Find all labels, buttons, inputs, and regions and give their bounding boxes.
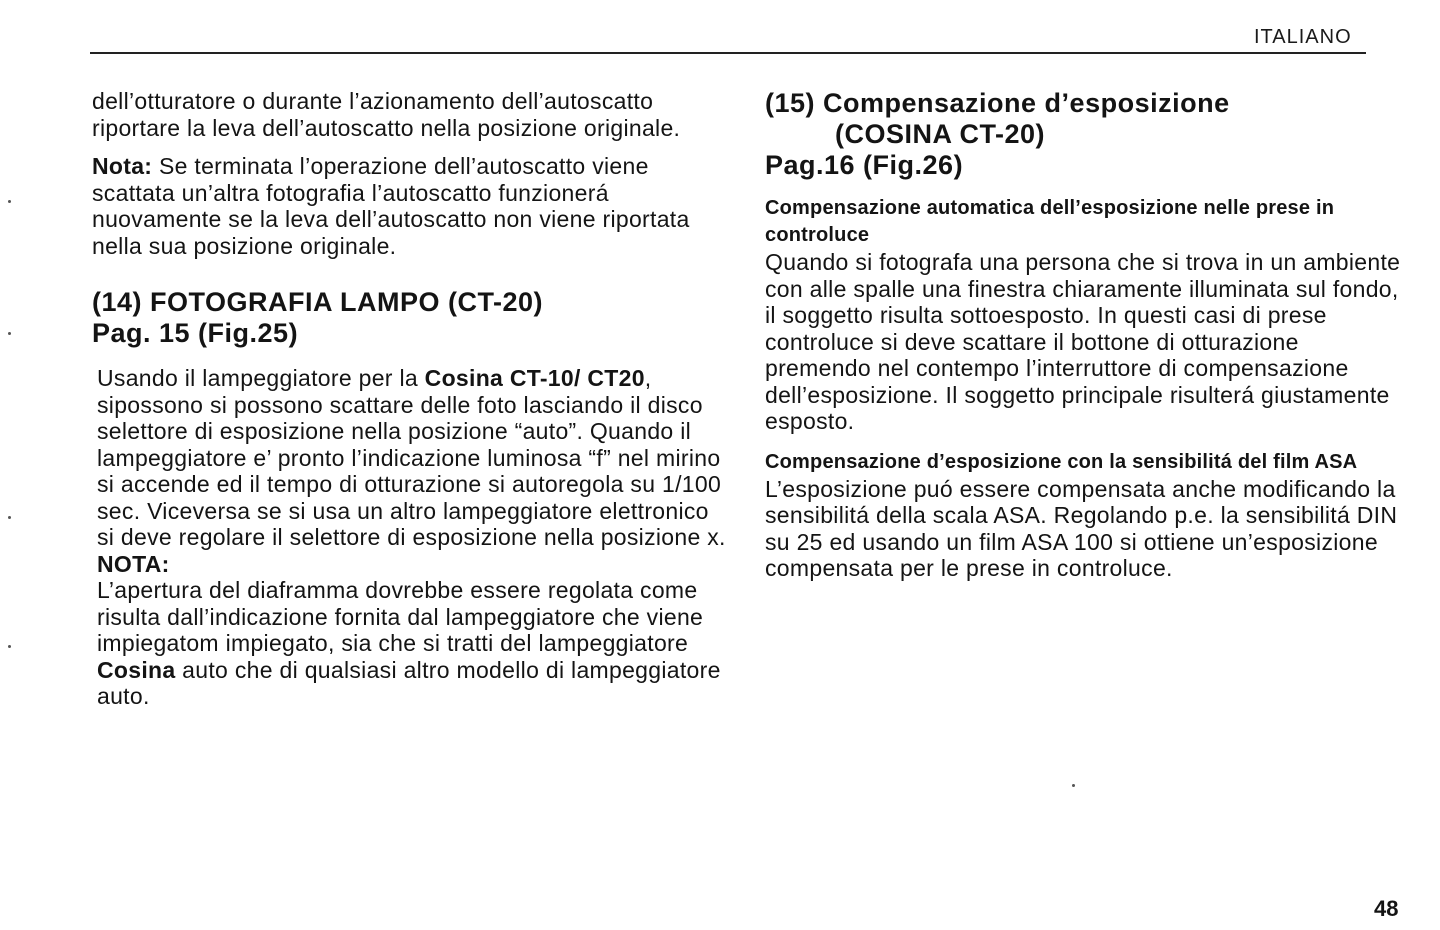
section-15-title-line2: (COSINA CT-20) bbox=[835, 119, 1046, 149]
header-language: ITALIANO bbox=[1254, 26, 1352, 48]
section-15-title-line1: (15) Compensazione d’esposizione bbox=[765, 88, 1230, 118]
page-number: 48 bbox=[1374, 896, 1399, 921]
left-column bbox=[92, 88, 732, 710]
nota-paragraph bbox=[97, 577, 732, 710]
section-15-title bbox=[765, 88, 1405, 150]
note-text: Se terminata l’operazione dell’autoscatto viene scattata un’altra fotografia l’autoscatto funzionerá nuovamente se la leva dell’autoscatto non viene riportata nella sua posizione originale. bbox=[92, 153, 690, 259]
scan-speck bbox=[8, 645, 11, 648]
scan-speck bbox=[8, 332, 11, 335]
section-14-paragraph bbox=[97, 365, 732, 551]
section-14-body bbox=[92, 365, 732, 710]
section-15-page-ref: Pag.16 (Fig.26) bbox=[765, 150, 964, 180]
section-14-text-b: , sipossono si possono scattare delle foto lasciando il disco selettore di esposizione nella posizione “auto”. Quando il lampeggiatore e’ pronto l’indicazione luminosa “f” nel mirino si accende ed il tempo di otturazione si autoregola su 1/100 sec. Viceversa se si usa un altro lampeggiatore elettronico si deve regolare il selettore di esposizione nella posizione x. bbox=[97, 365, 726, 550]
nota-text-a: L’apertura del diaframma dovrebbe essere regolata come risulta dall’indicazione fornita dal lampeggiatore che viene impiegatom impiegato, sia che si tratti del lampeggiatore bbox=[97, 577, 704, 656]
subsection-backlight-title: Compensazione automatica dell’esposizione nelle prese in controluce bbox=[765, 197, 1335, 246]
section-14-page-ref: Pag. 15 (Fig.25) bbox=[92, 318, 299, 348]
header-rule bbox=[90, 52, 1366, 54]
nota-label: NOTA: bbox=[97, 550, 170, 577]
section-15-heading bbox=[765, 88, 1405, 181]
subsection-backlight-text: Quando si fotografa una persona che si trova in un ambiente con alle spalle una finestra chiaramente illuminata sul fondo, il soggetto risulta sottoesposto. In questi casi di prese controluce si deve scattare il bottone di otturazione premendo nel contempo l’interruttore di compensazione dell’esposizione. Il soggetto principale risulterá giustamente esposto. bbox=[765, 249, 1401, 434]
intro-paragraph: dell’otturatore o durante l’azionamento dell’autoscatto riportare la leva dell’autoscatto nella posizione originale. bbox=[92, 88, 681, 141]
section-14-title: (14) FOTOGRAFIA LAMPO (CT-20) bbox=[92, 287, 544, 317]
nota-brand-name: Cosina bbox=[97, 656, 176, 683]
note-paragraph bbox=[92, 153, 732, 259]
nota-text-b: auto che di qualsiasi altro modello di lampeggiatore auto. bbox=[97, 656, 721, 709]
subsection-asa-title: Compensazione d’esposizione con la sensibilitá del film ASA bbox=[765, 450, 1358, 473]
scan-speck bbox=[8, 200, 11, 203]
subsection-asa-text: L’esposizione puó essere compensata anche modificando la sensibilitá della scala ASA. Regolando p.e. la sensibilitá DIN su 25 ed usando un film ASA 100 si ottiene un’esposizione compensata per le prese in controluce. bbox=[765, 475, 1398, 581]
scan-speck bbox=[1072, 784, 1075, 787]
section-14-model-name: Cosina CT-10/ CT20 bbox=[424, 365, 645, 391]
scan-speck bbox=[8, 516, 11, 519]
section-14-heading bbox=[92, 287, 732, 349]
section-14-text-a: Usando il lampeggiatore per la bbox=[97, 365, 425, 391]
note-label: Nota: bbox=[92, 153, 153, 179]
right-column bbox=[765, 88, 1405, 582]
